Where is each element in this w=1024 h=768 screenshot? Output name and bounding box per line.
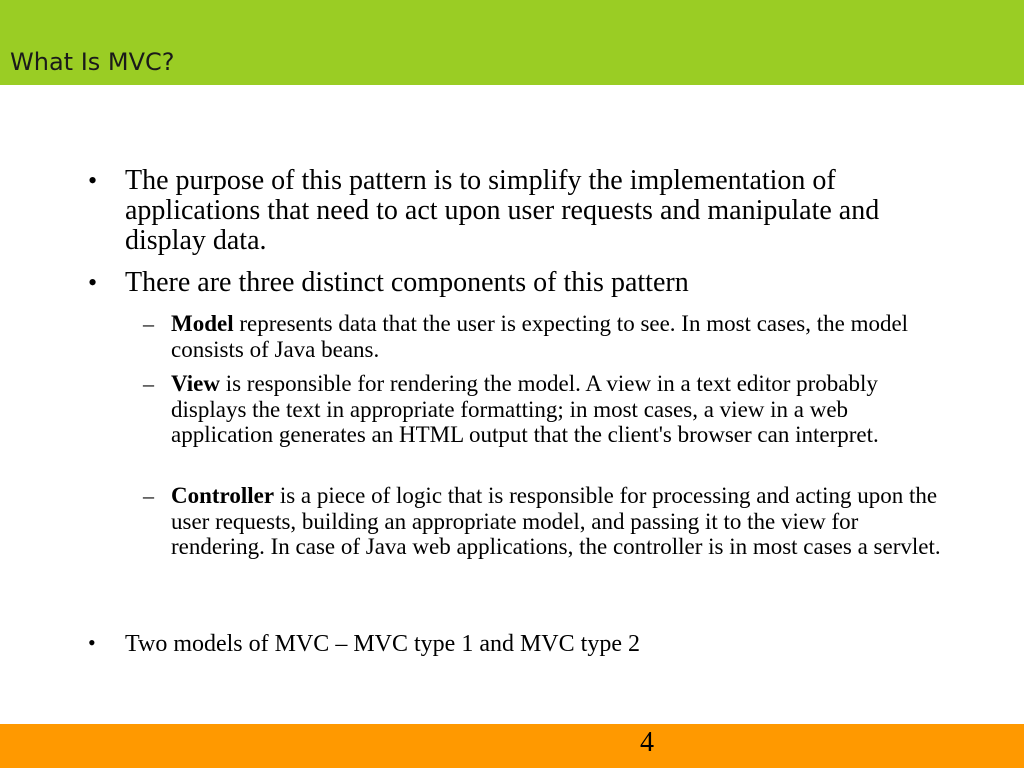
footer-bar (0, 724, 1024, 768)
dash-marker: – (143, 311, 154, 336)
bullet-marker: • (88, 268, 98, 297)
bullet-marker: • (88, 630, 96, 655)
sub-item-text (171, 371, 946, 448)
slide-title: What Is MVC? (10, 48, 175, 76)
sub-item-text (171, 311, 946, 362)
bullet-text: The purpose of this pattern is to simplify the implementation of applications that need to act upon user requests and manipulate and display data. (125, 165, 880, 256)
term-model: Model (171, 311, 234, 336)
dash-marker: – (143, 483, 154, 508)
term-controller: Controller (171, 483, 275, 508)
sub-item-text (171, 483, 946, 560)
term-view: View (171, 371, 220, 396)
bullet-text: There are three distinct components of this pattern (125, 267, 689, 298)
page-number: 4 (640, 727, 654, 758)
description: is responsible for rendering the model. A view in a text editor probably displays the text in appropriate formatting; in most cases, a view in a web application generates an HTML output that the client's browser can interpret. (171, 371, 879, 447)
description: represents data that the user is expecting to see. In most cases, the model consists of Java beans. (171, 311, 909, 362)
dash-marker: – (143, 371, 154, 396)
description: is a piece of logic that is responsible for processing and acting upon the user requests, building an appropriate model, and passing it to the view for rendering. In case of Java web applications, the controller is in most cases a servlet. (171, 483, 941, 559)
bullet-text: Two models of MVC – MVC type 1 and MVC type 2 (125, 631, 640, 657)
title-bar (0, 0, 1024, 85)
bullet-marker: • (88, 166, 98, 195)
